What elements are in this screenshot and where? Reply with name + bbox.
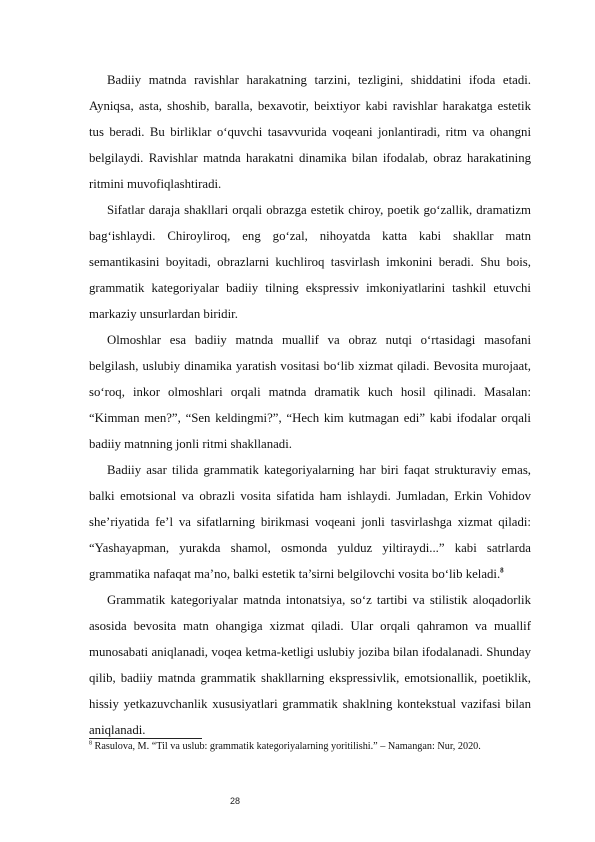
document-body <box>89 67 531 743</box>
paragraph-adverbs: Badiiy matnda ravishlar harakatning tarzini, tezligini, shiddatini ifoda etadi. Ayniqsa, asta, shoshib, baralla, bexavotir, beixtiyor kabi ravishlar harakatga estetik tus beradi. Bu birliklar o‘quvchi tasavvurida voqeani jonlantiradi, ritm va ohangni belgilaydi. Ravishlar matnda harakatni dinamika bilan ifodalab, obraz harakatining ritmini muvofiqlashtiradi. <box>89 73 531 191</box>
footnote-marker: 8 <box>89 740 92 747</box>
paragraph-text: Badiiy asar tilida grammatik kategoriyalarning har biri faqat strukturaviy emas, balki emotsional va obrazli vosita sifatida ham ishlaydi. Jumladan, Erkin Vohidov she’riyatida fe’l va sifatlarning birikmasi voqeani jonli tasvirlashga xizmat qiladi: “Yashayapman, yurakda shamol, osmonda yulduz yiltiraydi...” kabi satrlarda grammatika nafaqat ma’no, balki estetik ta’sirni belgilovchi vosita bo‘lib keladi. <box>89 463 531 581</box>
footnote-reference[interactable]: 8 <box>500 566 504 575</box>
paragraph-grammatical-categories <box>89 457 531 587</box>
footnote-divider <box>89 738 202 739</box>
footnote-text: Rasulova, M. “Til va uslub: grammatik kategoriyalarning yoritilishi.” – Namangan: Nur, 2020. <box>94 741 481 752</box>
paragraph-pronouns: Olmoshlar esa badiiy matnda muallif va obraz nutqi o‘rtasidagi masofani belgilash, uslubiy dinamika yaratish vositasi bo‘lib xizmat qiladi. Bevosita murojaat, so‘roq, inkor olmoshlari orqali matnda dramatik kuch hosil qilinadi. Masalan: “Kimman men?”, “Sen keldingmi?”, “Hech kim kutmagan edi” kabi ifodalar orqali badiiy matnning jonli ritmi shakllanadi. <box>89 333 531 451</box>
paragraph-conclusion: Grammatik kategoriyalar matnda intonatsiya, so‘z tartibi va stilistik aloqadorlik asosida bevosita matn ohangiga xizmat qiladi. Ular orqali qahramon va muallif munosabati aniqlanadi, voqea ketma-ketligi uslubiy joziba bilan ifodalanadi. Shunday qilib, badiiy matnda grammatik shakllarning ekspressivlik, emotsionallik, poetiklik, hissiy yetkazuvchanlik xususiyatlari grammatik shaklning kontekstual vazifasi bilan aniqlanadi. <box>89 593 531 737</box>
footnote <box>89 740 529 754</box>
page-number: 28 <box>230 796 241 806</box>
paragraph-adjectives: Sifatlar daraja shakllari orqali obrazga estetik chiroy, poetik go‘zallik, dramatizm bag‘ishlaydi. Chiroyliroq, eng go‘zal, nihoyatda katta kabi shakllar matn semantikasini boyitadi, obrazlarni kuchliroq tasvirlash imkonini beradi. Shu bois, grammatik kategoriyalar badiiy tilning ekspressiv imkoniyatlarini tashkil etuvchi markaziy unsurlardan biridir. <box>89 203 531 321</box>
